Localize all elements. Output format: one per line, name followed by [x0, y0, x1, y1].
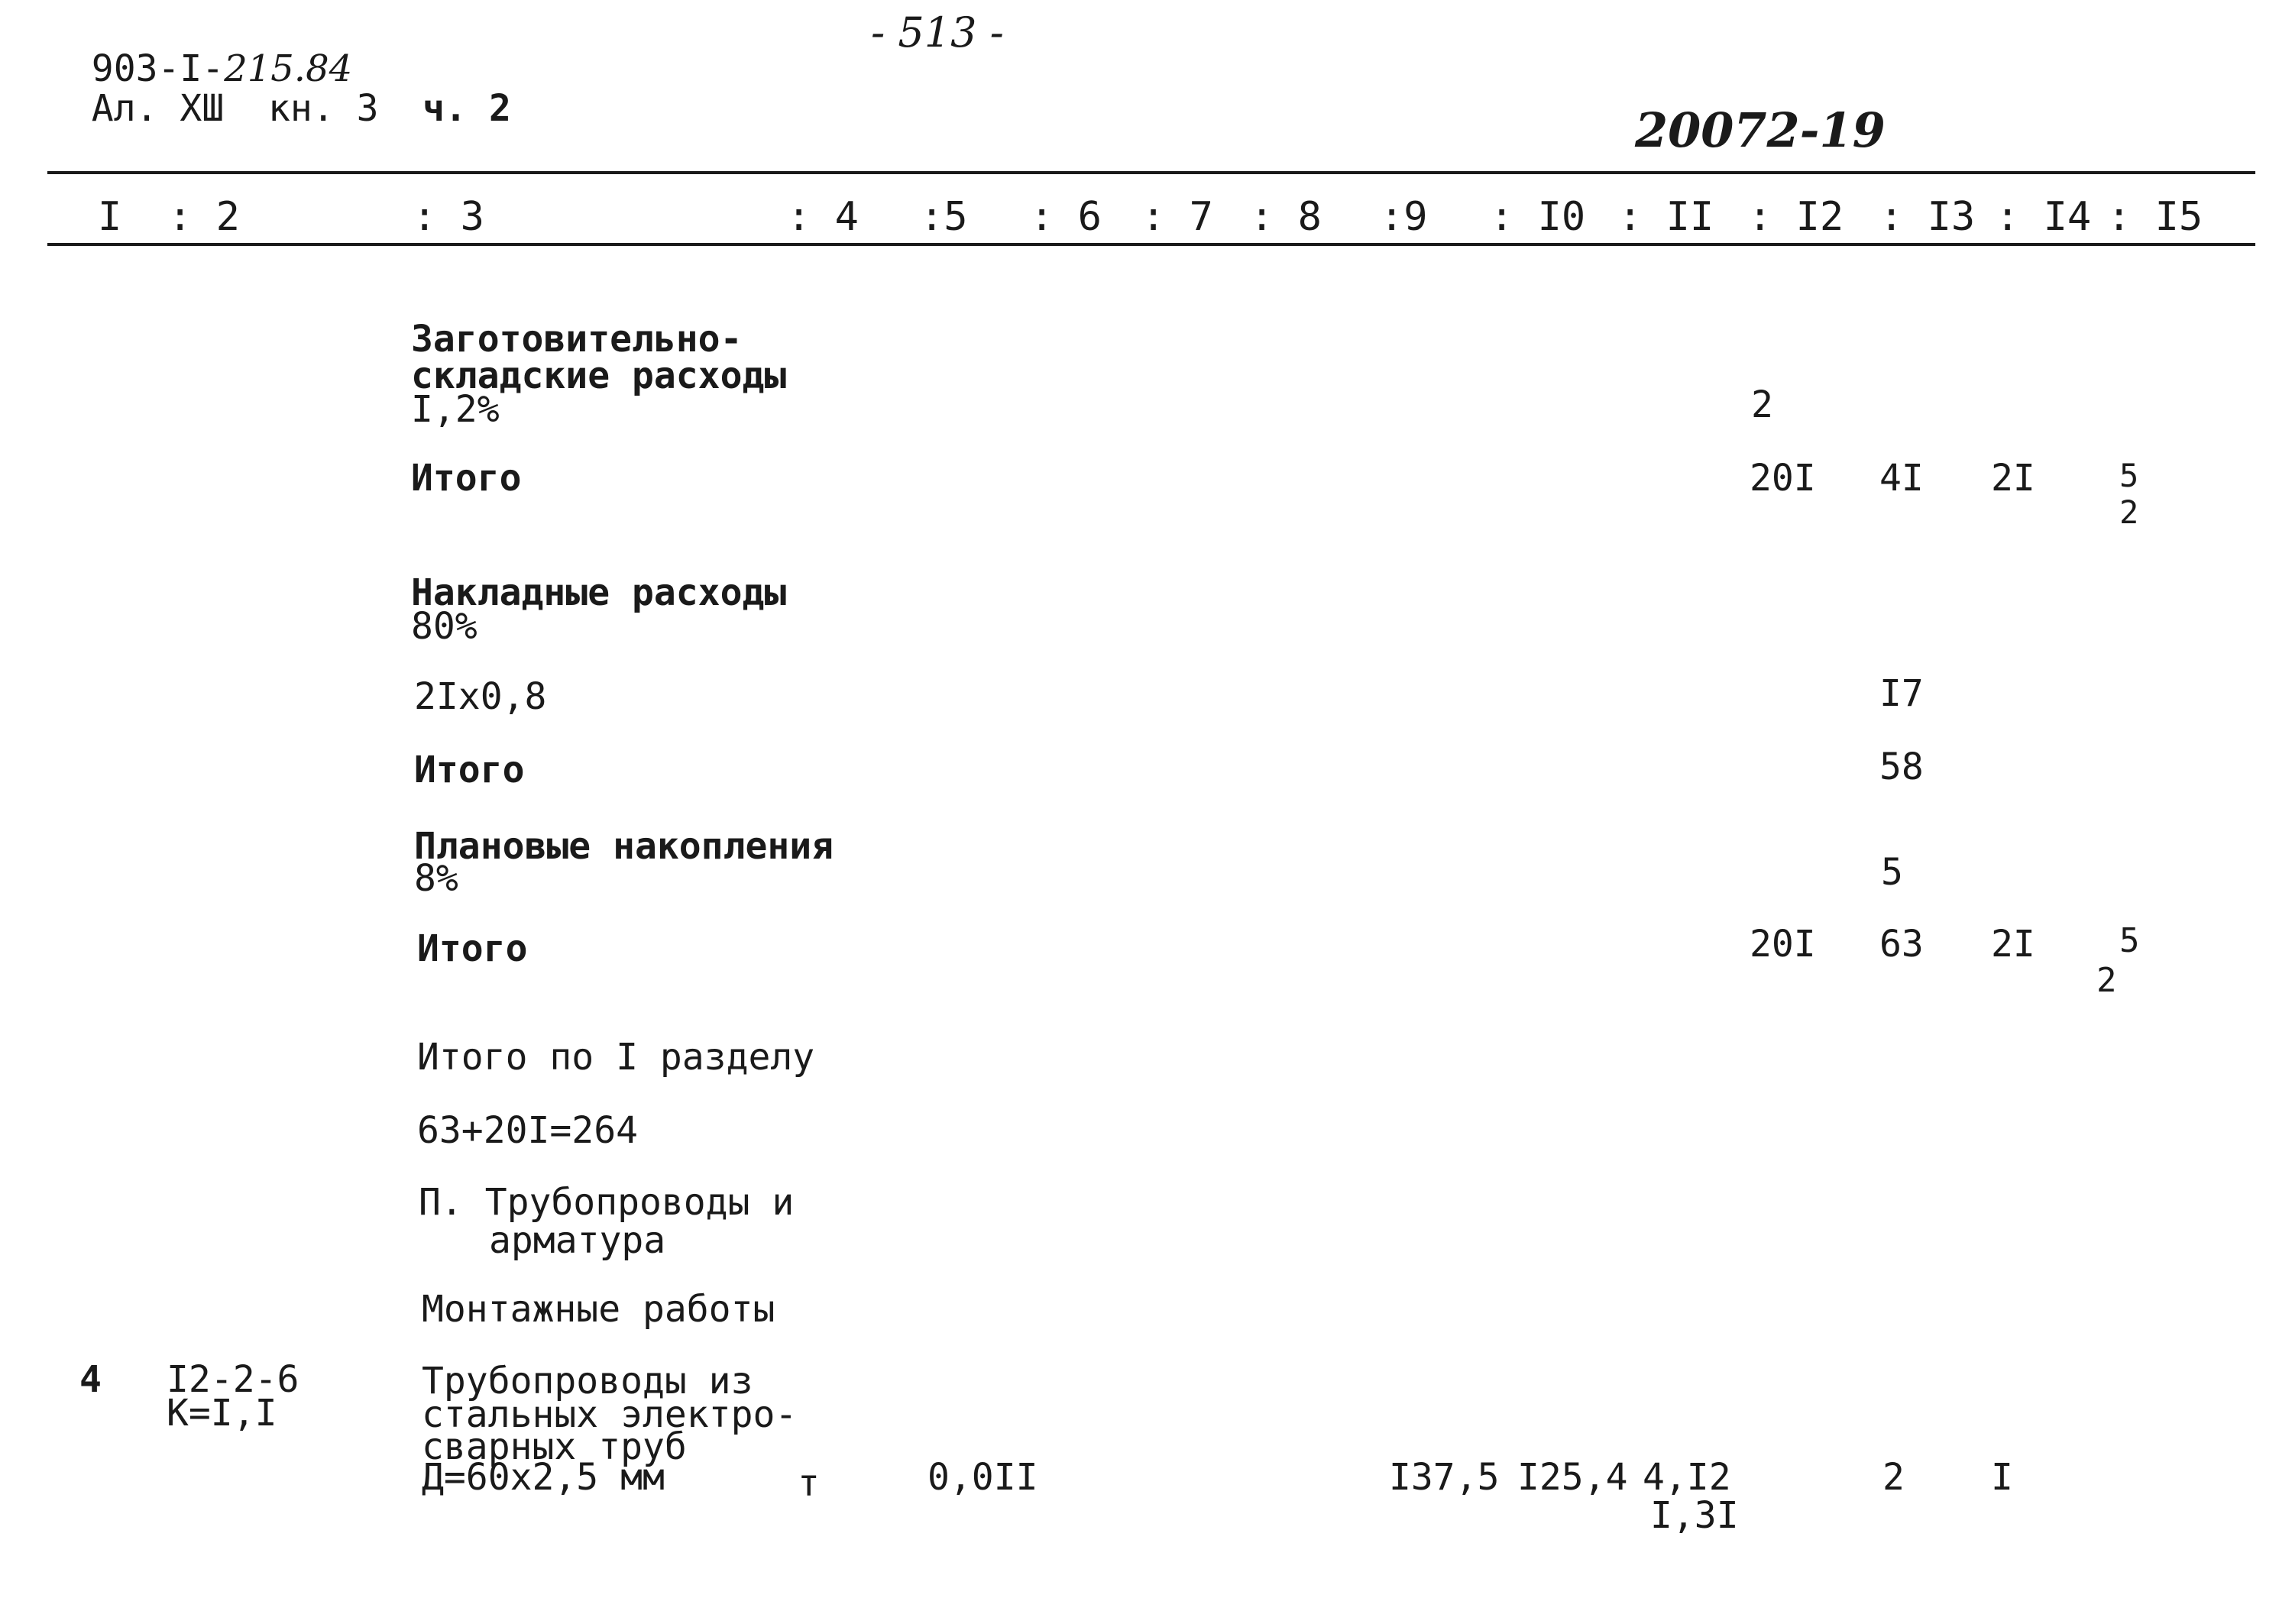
item4-desc-line3: сварных труб — [422, 1425, 687, 1468]
col-header-6: : 6 — [1030, 194, 1102, 240]
zsr-label-line1: Заготовительно- — [411, 318, 743, 361]
total3-col15-bottom: 2 — [2096, 961, 2117, 1000]
pn-col13: 5 — [1881, 851, 1903, 894]
zsr-col12: 2 — [1751, 383, 1773, 426]
total3-label: Итого — [417, 927, 528, 970]
col-header-13: : I3 — [1879, 194, 1976, 240]
pn-label-line1: Плановые накопления — [414, 825, 834, 868]
header-rule-bottom — [47, 243, 2255, 246]
section2-title-line2: арматура — [489, 1219, 666, 1262]
item4-code-line2: К=I,I — [167, 1392, 277, 1435]
doc-number: 20072-19 — [1635, 102, 1886, 158]
montage-label: Монтажные работы — [422, 1288, 775, 1331]
total3-col14: 2I — [1991, 923, 2035, 966]
nr-label-line1: Накладные расходы — [411, 571, 787, 614]
item4-quantity: 0,0II — [927, 1456, 1038, 1499]
total3-col15-top: 5 — [2119, 921, 2140, 960]
total2-label: Итого — [414, 749, 525, 791]
album-info: Ал. ХШ кн. 3 — [91, 87, 379, 130]
item4-desc-line4: Д=60х2,5 мм — [422, 1456, 665, 1499]
col-header-14: : I4 — [1996, 194, 2092, 240]
part-info: ч. 2 — [422, 87, 511, 130]
total1-col15-top: 5 — [2119, 457, 2139, 494]
item4-number: 4 — [79, 1358, 102, 1401]
total3-col13: 63 — [1879, 923, 1924, 966]
col-header-1: I — [98, 194, 122, 240]
total1-label: Итого — [411, 457, 522, 500]
total1-col13: 4I — [1879, 457, 1924, 500]
item4-desc-line1: Трубопроводы из — [422, 1360, 753, 1402]
col-header-11: : II — [1618, 194, 1714, 240]
total2-col13: 58 — [1879, 746, 1924, 788]
col-header-2: : 2 — [168, 194, 240, 240]
item4-col13: 2 — [1882, 1456, 1905, 1499]
section2-title-line1: П. Трубопроводы и — [419, 1181, 795, 1224]
doc-code-prefix: 903-I- — [91, 47, 225, 90]
col-header-10: : I0 — [1490, 194, 1586, 240]
zsr-label-line3: I,2% — [411, 388, 500, 431]
section-total-calc: 63+20I=264 — [417, 1109, 638, 1152]
total1-col15-bottom: 2 — [2119, 493, 2139, 531]
col-header-4: : 4 — [787, 194, 859, 240]
col-header-12: : I2 — [1748, 194, 1844, 240]
item4-col11-top: 4,I2 — [1643, 1456, 1731, 1499]
item4-col9: I37,5 — [1389, 1456, 1500, 1499]
item4-code-line1: I2-2-6 — [167, 1358, 299, 1401]
calc1-label: 2Iх0,8 — [414, 675, 547, 718]
col-header-8: : 8 — [1250, 194, 1322, 240]
total3-col12: 20I — [1750, 923, 1816, 966]
col-header-9: :9 — [1380, 194, 1428, 240]
item4-col14: I — [1991, 1456, 2013, 1499]
zsr-label-line2: складские расходы — [411, 354, 787, 397]
total1-col12: 20I — [1750, 457, 1816, 500]
col-header-5: :5 — [920, 194, 968, 240]
item4-unit: т — [798, 1462, 820, 1505]
nr-label-line2: 80% — [411, 605, 478, 648]
section-total-label: Итого по I разделу — [417, 1036, 815, 1079]
page-number: - 513 - — [871, 8, 1004, 57]
pn-label-line2: 8% — [414, 857, 458, 900]
item4-col11-bottom: I,3I — [1650, 1494, 1739, 1537]
calc1-col13: I7 — [1879, 672, 1924, 715]
total1-col14: 2I — [1991, 457, 2035, 500]
header-rule-top — [47, 171, 2255, 174]
col-header-3: : 3 — [413, 194, 484, 240]
col-header-7: : 7 — [1141, 194, 1213, 240]
doc-code-handwritten: 215.84 — [224, 47, 353, 90]
album-line — [47, 53, 511, 130]
col-header-15: : I5 — [2107, 194, 2203, 240]
item4-col10: I25,4 — [1517, 1456, 1628, 1499]
item4-desc-line2: стальных электро- — [422, 1393, 798, 1436]
